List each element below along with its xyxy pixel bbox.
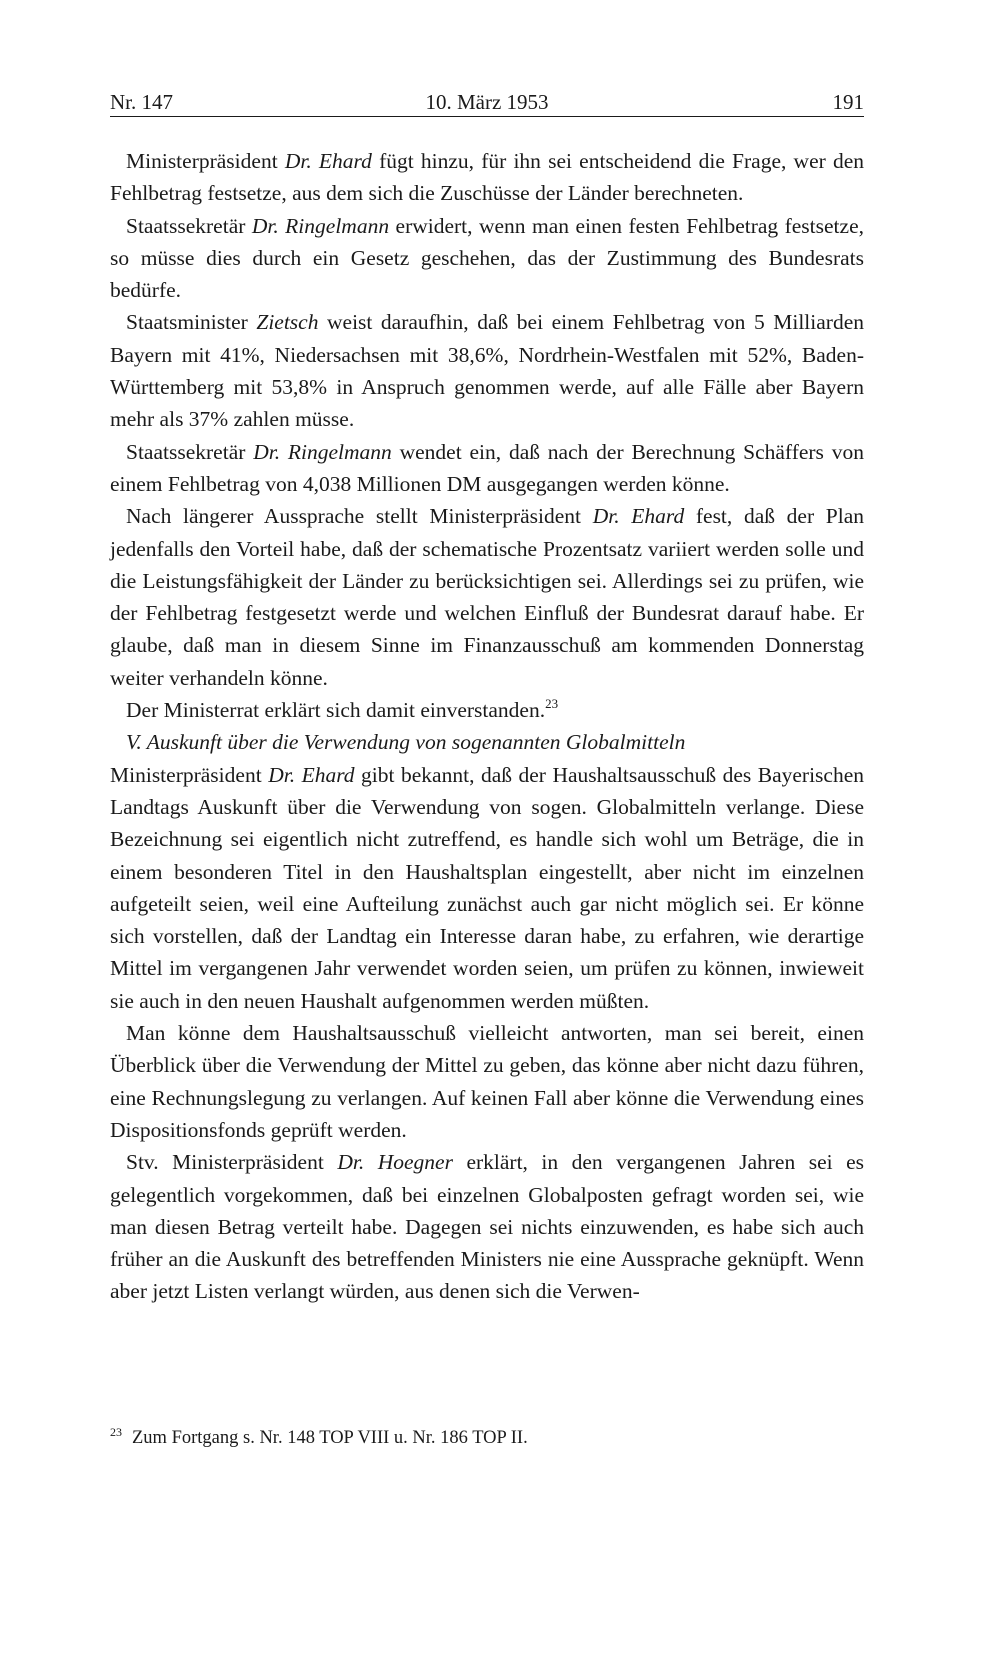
header-date: 10. März 1953 [425, 90, 549, 114]
paragraph-text: Ministerpräsident [110, 762, 269, 787]
paragraph-text: Ministerpräsident [126, 149, 285, 173]
section-heading: V. Auskunft über die Verwendung von sogenannten Globalmitteln [126, 730, 686, 755]
paragraph-text: gibt bekannt, daß der Haushaltsausschuß des Bayerischen Landtags Auskunft über die Verwendung von sogen. Globalmitteln verlange. Diese Bezeichnung sei eigentlich nicht zutreffend, es handle sich wohl um Beträge, die in einem besonderen Titel in den Haushaltsplan eingestellt, aber nicht im einzelnen aufgeteilt seien, weil eine Aufteilung zunächst auch gar nicht möglich sei. Er könne sich vorstellen, daß der Landtag ein Interesse daran habe, zu erfahren, wie derartige Mittel im vergangenen Jahr verwendet worden seien, um prüfen zu können, inwieweit sie auch in den neuen Haushalt aufgenommen werden müßten. [110, 762, 865, 1013]
paragraph-text: wendet ein, daß nach der Berechnung Schäffers von einem Fehlbetrag von 4,038 Millionen DM ausgegangen werden könne. [110, 439, 864, 496]
paragraph-text: Nach längerer Aussprache stellt Ministerpräsident [126, 504, 593, 529]
paragraph [110, 1146, 864, 1307]
paragraph-text: Der Ministerrat erklärt sich damit einverstanden. [126, 698, 546, 723]
paragraph-text: Stv. Ministerpräsident [126, 1150, 338, 1175]
header-rule [110, 116, 864, 117]
footnote-number: 23 [110, 1425, 122, 1439]
paragraph [110, 694, 864, 726]
paragraph [110, 436, 864, 501]
speaker-name: Dr. Ehard [268, 762, 355, 787]
paragraph [110, 759, 864, 1017]
paragraph [110, 1017, 864, 1146]
speaker-name: Dr. Ehard [284, 149, 372, 173]
paragraph-text: erklärt, in den vergangenen Jahren sei es gelegentlich vorgekommen, daß bei einzelnen Globalposten gefragt worden sei, wie man diesen Betrag verteilt habe. Dagegen sei nichts einzuwenden, es habe sich auch früher an die Auskunft des betreffenden Ministers nie eine Aussprache geknüpft. Wenn aber jetzt Listen verlangt würden, aus denen sich die Verwen- [110, 1150, 865, 1304]
body-text [110, 145, 864, 1308]
speaker-name: Dr. Ringelmann [253, 439, 392, 464]
speaker-name: Dr. Hoegner [337, 1150, 453, 1175]
paragraph-text: erwidert, wenn man einen festen Fehlbetrag festsetze, so müsse dies durch ein Gesetz geschehen, das der Zustimmung des Bundesrats bedürfe. [110, 213, 864, 303]
footnote [110, 1425, 864, 1451]
paragraph-text: fest, daß der Plan jedenfalls den Vorteil habe, daß der schematische Prozentsatz variiert werden solle und die Leistungsfähigkeit der Länder zu berücksichtigen sei. Allerdings sei zu prüfen, wie der Fehlbetrag festgesetzt werde und welchen Einfluß der Bundesrat darauf habe. Er glaube, daß man in diesem Sinne im Finanzausschuß am kommenden Donnerstag weiter verhandeln könne. [110, 504, 864, 690]
footnotes [110, 1425, 864, 1451]
paragraph [110, 145, 864, 210]
paragraph [110, 500, 864, 694]
footnote-reference[interactable]: 23 [545, 696, 559, 712]
paragraph-text: Staatsminister [126, 310, 257, 335]
paragraph-text: Staatssekretär [126, 439, 254, 464]
paragraph-text: Man könne dem Haushaltsausschuß vielleicht antworten, man sei bereit, einen Überblick über die Verwendung der Mittel zu geben, das könne aber nicht dazu führen, eine Rechnungslegung zu verlangen. Auf keinen Fall aber könne die Verwendung eines Dispositionsfonds geprüft werden. [110, 1021, 864, 1142]
document-number: Nr. 147 [110, 90, 173, 114]
paragraph-text: weist daraufhin, daß bei einem Fehlbetrag von 5 Milliarden Bayern mit 41%, Niedersachsen mit 38,6%, Nordrhein-Westfalen mit 52%, Baden-Württemberg mit 53,8% in Anspruch genommen werde, auf alle Fälle aber Bayern mehr als 37% zahlen müsse. [110, 310, 864, 432]
paragraph [110, 306, 864, 435]
speaker-name: Dr. Ringelmann [251, 213, 390, 238]
page-number: 191 [832, 90, 864, 114]
speaker-name: Dr. Ehard [592, 504, 685, 529]
speaker-name: Zietsch [256, 310, 319, 335]
paragraph-text: Staatssekretär [126, 213, 252, 238]
running-header [110, 84, 864, 116]
footnote-text: Zum Fortgang s. Nr. 148 TOP VIII u. Nr. 186 TOP II. [132, 1428, 528, 1448]
paragraph-text: fügt hinzu, für ihn sei entscheidend die Frage, wer den Fehlbetrag festsetze, aus dem sich die Zuschüsse der Länder berechneten. [110, 149, 865, 206]
paragraph [110, 210, 864, 307]
